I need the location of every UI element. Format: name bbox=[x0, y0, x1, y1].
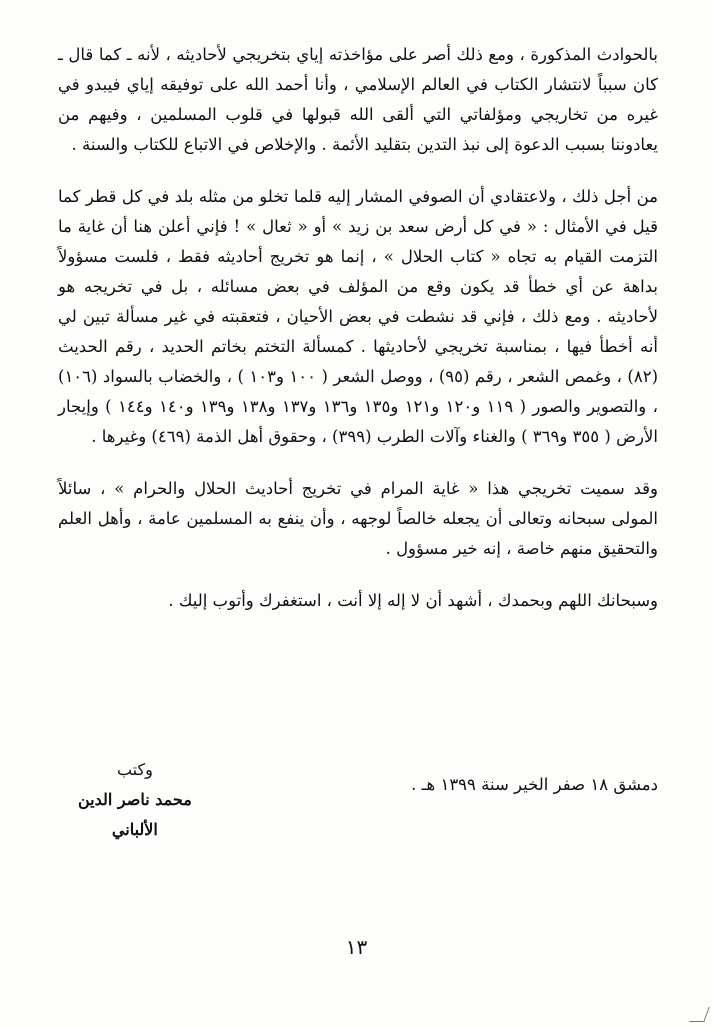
paragraph-4: وسبحانك اللهم وبحمدك ، أشهد أن لا إله إلا أنت ، استغفرك وأتوب إليك . bbox=[168, 591, 658, 610]
place-date: دمشق ١٨ صفر الخير سنة ١٣٩٩ هـ . bbox=[411, 775, 658, 794]
signature-name-line2: الألباني bbox=[111, 820, 158, 839]
page-number: ١٣ bbox=[345, 935, 368, 959]
signature-wrote: وكتب bbox=[116, 760, 153, 779]
closing-block bbox=[58, 755, 658, 845]
paragraph-1: بالحوادث المذكورة ، ومع ذلك أصر على مؤاخذته إياي بتخريجي لأحاديثه ، لأنه ـ كما قال ـ كان سبباً لانتشار الكتاب في العالم الإسلامي ، وأنا أحمد الله على توفيقه إياي فيبدو في غيره من تخاريجي ومؤلفاتي التي ألقى الله قبولها في قلوب المسلمين ، وفيهم من يعادوننا بسبب الدعوة إلى نبذ التدين بتقليد الأئمة . والإخلاص في الاتباع للكتاب والسنة . bbox=[58, 45, 658, 154]
signature-name-line1: محمد ناصر الدين bbox=[78, 790, 192, 809]
paragraph-3: وقد سميت تخريجي هذا « غاية المرام في تخريج أحاديث الحلال والحرام » ، سائلاً المولى سبحانه وتعالى أن يجعله خالصاً لوجهه ، وأن ينفع به المسلمين عامة ، وأهل العلم والتحقيق منهم خاصة ، إنه خير مسؤول . bbox=[58, 479, 658, 558]
page-body bbox=[58, 40, 658, 616]
paragraph-2: من أجل ذلك ، ولاعتقادي أن الصوفي المشار إليه قلما تخلو من مثله بلد في كل قطر كما قيل في الأمثال : « في كل أرض سعد بن زيد » أو « ثعال » ! فإني أعلن هنا أن غاية ما التزمت القيام به تجاه « كتاب الحلال » ، إنما هو تخريج أحاديثه فقط ، فلست مسؤولاً بداهة عن أي خطأ قد يكون وقع من المؤلف في بعض مسائله ، بل في تخريجه هو لأحاديثه . ومع ذلك ، فإني قد نشطت في بعض الأحيان ، فتعقبته في غير مسألة تبين لي أنه أخطأ فيها ، بمناسبة تخريجي لأحاديثها . كمسألة التختم بخاتم الحديد ، رقم الحديث (٨٢) ، وغمص الشعر ، رقم (٩٥) ، ووصل الشعر ( ١٠٠ و١٠٣ ) ، والخضاب بالسواد (١٠٦) ، والتصوير والصور ( ١١٩ و١٢٠ و١٢١ و١٣٥ و١٣٦ و١٣٧ و١٣٨ و١٣٩ و١٤٠ و١٤٤ ) وإيجار الأرض ( ٣٥٥ و٣٦٩ ) والغناء وآلات الطرب (٣٩٩) ، وحقوق أهل الذمة (٤٦٩) وغيرها . bbox=[58, 187, 658, 446]
signature bbox=[78, 755, 192, 845]
page-corner-mark bbox=[689, 1007, 709, 1022]
